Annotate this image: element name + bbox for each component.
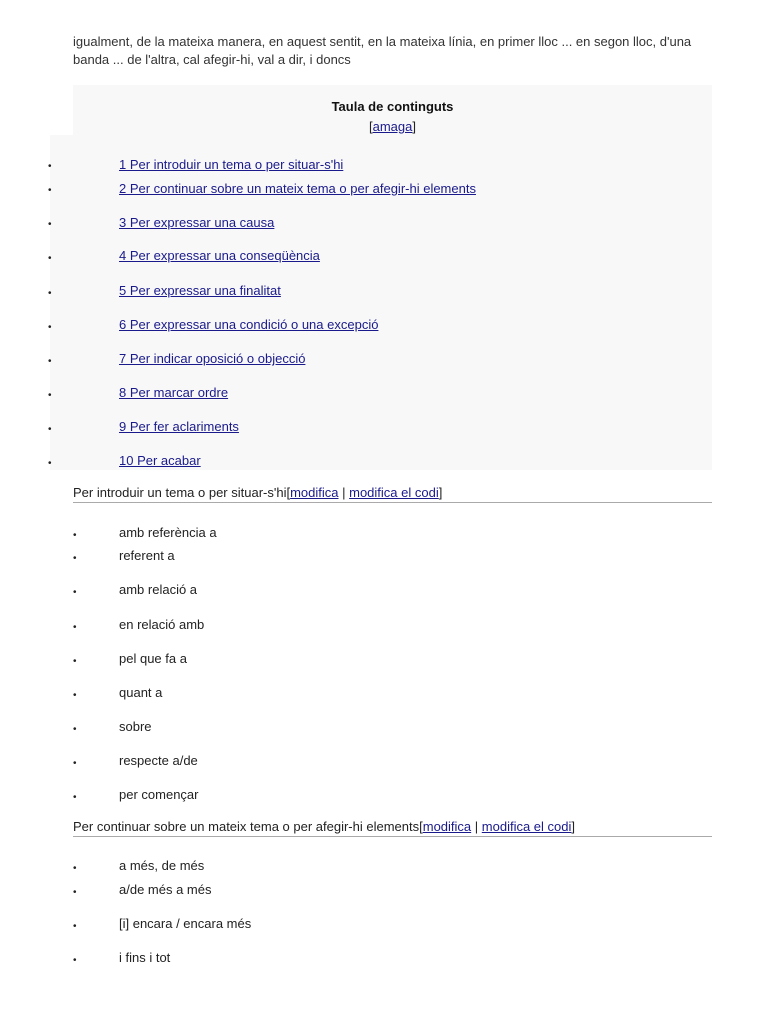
toc-item-9[interactable]: 9 Per fer aclariments [119,419,239,434]
list-item: sobre [119,719,152,734]
bullet-icon: • [73,656,77,667]
toc-item-7[interactable]: 7 Per indicar oposició o objecció [119,351,306,366]
bullet-icon: • [73,758,77,769]
bullet-icon: • [73,955,77,966]
bullet-icon: • [73,887,77,898]
bullet-icon: • [48,322,52,333]
bullet-icon: • [48,161,52,172]
bullet-icon: • [73,587,77,598]
toc-title: Taula de continguts [331,99,454,114]
edit-code-link[interactable]: modifica el codi [481,819,572,834]
edit-code-link[interactable]: modifica el codi [349,485,439,500]
list-item: a més, de més [119,858,205,873]
section-heading: Per continuar sobre un mateix tema o per afegir-hi elements[modifica | modifica el codi] [73,818,712,837]
bullet-icon: • [48,356,52,367]
bullet-icon: • [73,724,77,735]
section-title: Per introduir un tema o per situar-s'hi [73,485,287,500]
bullet-icon: • [73,553,77,564]
list-item: amb referència a [119,525,217,540]
section-title: Per continuar sobre un mateix tema o per afegir-hi elements [73,819,420,834]
bullet-icon: • [48,458,52,469]
list-item: referent a [119,548,175,563]
toc-toggle: [amaga] [369,119,416,134]
bullet-icon: • [73,530,77,541]
bullet-icon: • [48,390,52,401]
edit-link[interactable]: modifica [422,819,472,834]
bullet-icon: • [48,424,52,435]
list-item: a/de més a més [119,882,212,897]
bullet-icon: • [48,288,52,299]
list-item: i fins i tot [119,950,171,965]
toc-item-1[interactable]: 1 Per introduir un tema o per situar-s'hi [119,157,344,172]
bullet-icon: • [48,253,52,264]
toc-item-10[interactable]: 10 Per acabar [119,453,201,468]
bullet-icon: • [73,863,77,874]
list-item: per començar [119,787,199,802]
intro-paragraph: igualment, de la mateixa manera, en aquest sentit, en la mateixa línia, en primer lloc ... en segon lloc, d'una banda ... de l'altra, cal afegir-hi, val a dir, i doncs [73,34,692,67]
toc-hide-link[interactable]: amaga [372,119,413,134]
list-item: respecte a/de [119,753,198,768]
toc-item-4[interactable]: 4 Per expressar una conseqüència [119,248,320,263]
list-item: en relació amb [119,617,205,632]
toc-item-2[interactable]: 2 Per continuar sobre un mateix tema o per afegir-hi elements [119,181,476,196]
bullet-icon: • [73,622,77,633]
bullet-icon: • [73,921,77,932]
section-heading: Per introduir un tema o per situar-s'hi[modifica | modifica el codi] [73,484,712,503]
bullet-icon: • [73,690,77,701]
bullet-icon: • [48,219,52,230]
edit-link[interactable]: modifica [290,485,339,500]
toc-item-6[interactable]: 6 Per expressar una condició o una excepció [119,317,379,332]
list-item: pel que fa a [119,651,187,666]
toc-item-8[interactable]: 8 Per marcar ordre [119,385,229,400]
toc-item-5[interactable]: 5 Per expressar una finalitat [119,283,281,298]
bullet-icon: • [48,185,52,196]
bullet-icon: • [73,792,77,803]
toc-item-3[interactable]: 3 Per expressar una causa [119,215,275,230]
list-item: quant a [119,685,163,700]
list-item: amb relació a [119,582,198,597]
list-item: [i] encara / encara més [119,916,252,931]
